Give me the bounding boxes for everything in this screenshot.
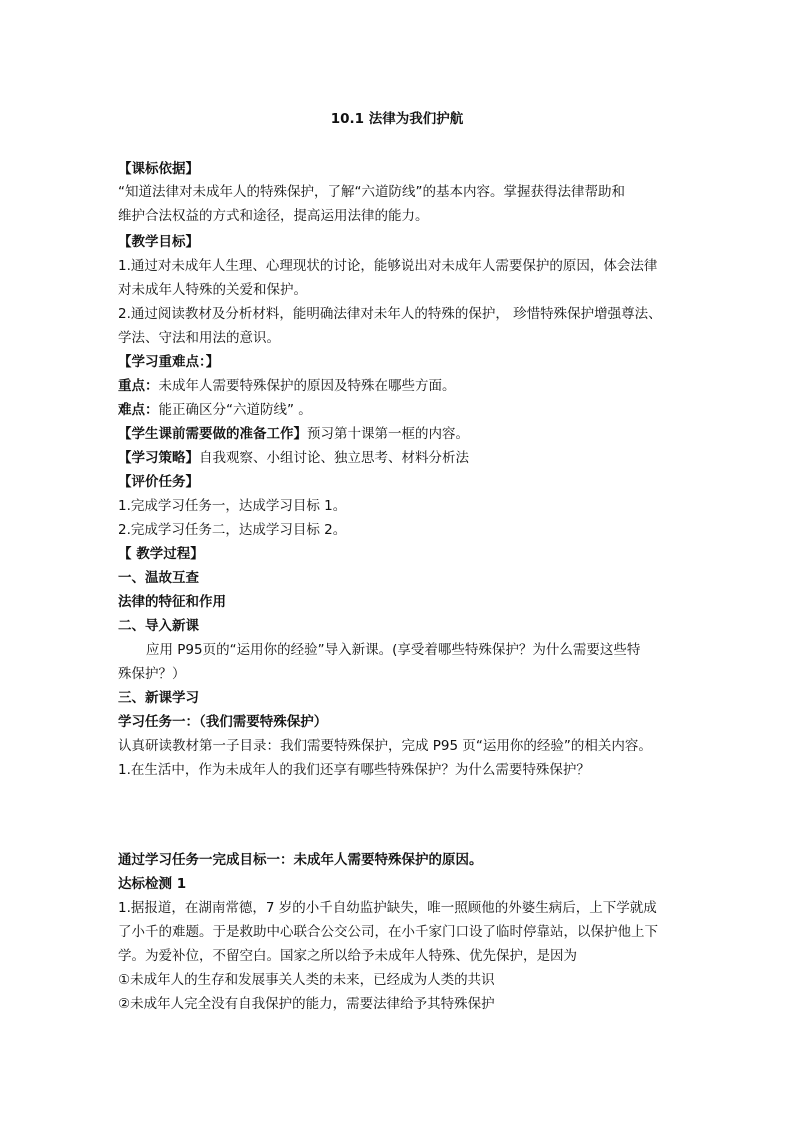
- task-1-title: 学习任务一：（我们需要特殊保护）: [118, 714, 328, 730]
- step-2-text-1: 应用 P95页的“运用你的经验”导入新课。(享受着哪些特殊保护？为什么需要这些特: [146, 642, 641, 658]
- question-1-line-3: 学。为爱补位，不留空白。国家之所以给予未成年人特殊、优先保护，是因为: [118, 948, 577, 964]
- step-1-heading: 一、温故互查: [118, 570, 199, 586]
- strategy-line: [118, 449, 469, 467]
- step-2-heading: 二、导入新课: [118, 618, 199, 634]
- eval-task-2: 2.完成学习任务二，达成学习目标 2。: [118, 522, 347, 538]
- page-title: 10.1 法律为我们护航: [330, 111, 464, 127]
- kebiao-text-2: 维护合法权益的方式和途径，提高运用法律的能力。: [118, 208, 429, 224]
- option-1: ①未成年人的生存和发展事关人类的未来，已经成为人类的共识: [118, 972, 495, 988]
- key-point-text: 未成年人需要特殊保护的原因及特殊在哪些方面。: [158, 378, 456, 394]
- kebiao-text-1: “知道法律对未成年人的特殊保护，了解“六道防线”的基本内容。掌握获得法律帮助和: [118, 184, 625, 200]
- section-heading-process: 【 教学过程】: [118, 546, 204, 562]
- section-heading-pingjia: 【评价任务】: [118, 474, 199, 490]
- prep-heading: 【学生课前需要做的准备工作】: [118, 426, 307, 442]
- step-3-heading: 三、新课学习: [118, 690, 199, 706]
- key-point-line: [118, 377, 456, 395]
- goal-2-line-1: 2.通过阅读教材及分析材料，能明确法律对未年人的特殊的保护， 珍惜特殊保护增强尊法、: [118, 306, 662, 322]
- strategy-heading: 【学习策略】: [118, 450, 199, 466]
- question-1-line-1: 1.据报道，在湖南常德，7 岁的小千自幼监护缺失，唯一照顾他的外婆生病后，上下学就成: [118, 900, 657, 916]
- goal-1-line-2: 对未成年人特殊的关爱和保护。: [118, 282, 307, 298]
- section-heading-kebiao: 【课标依据】: [118, 161, 199, 177]
- goal-1-line-1: 1.通过对未成年人生理、心理现状的讨论，能够说出对未成年人需要保护的原因，体会法律: [118, 258, 658, 274]
- section-heading-zhongnan: 【学习重难点：】: [118, 354, 220, 370]
- step-1-text: 法律的特征和作用: [118, 594, 226, 610]
- strategy-text: 自我观察、小组讨论、独立思考、材料分析法: [199, 450, 469, 466]
- goal-2-line-2: 学法、守法和用法的意识。: [118, 330, 280, 346]
- option-2: ②未成年人完全没有自我保护的能力，需要法律给予其特殊保护: [118, 996, 495, 1012]
- difficulty-line: [118, 401, 312, 419]
- question-1-line-2: 了小千的难题。于是救助中心联合公交公司，在小千家门口设了临时停靠站，以保护他上下: [118, 924, 658, 940]
- section-heading-mubiao: 【教学目标】: [118, 234, 199, 250]
- check-heading: 达标检测 1: [118, 876, 187, 892]
- task-1-question: 1.在生活中，作为未成年人的我们还享有哪些特殊保护？为什么需要特殊保护？: [118, 762, 590, 778]
- key-point-label: 重点：: [118, 378, 159, 394]
- difficulty-label: 难点：: [118, 402, 159, 418]
- prep-line: [118, 425, 469, 443]
- eval-task-1: 1.完成学习任务一，达成学习目标 1。: [118, 498, 347, 514]
- difficulty-text: 能正确区分“六道防线” 。: [158, 402, 312, 418]
- step-2-text-2: 殊保护？）: [118, 666, 186, 682]
- prep-text: 预习第十课第一框的内容。: [307, 426, 469, 442]
- task-1-text: 认真研读教材第一子目录：我们需要特殊保护，完成 P95 页“运用你的经验”的相关内容。: [118, 738, 652, 754]
- target-statement: 通过学习任务一完成目标一：未成年人需要特殊保护的原因。: [118, 852, 483, 868]
